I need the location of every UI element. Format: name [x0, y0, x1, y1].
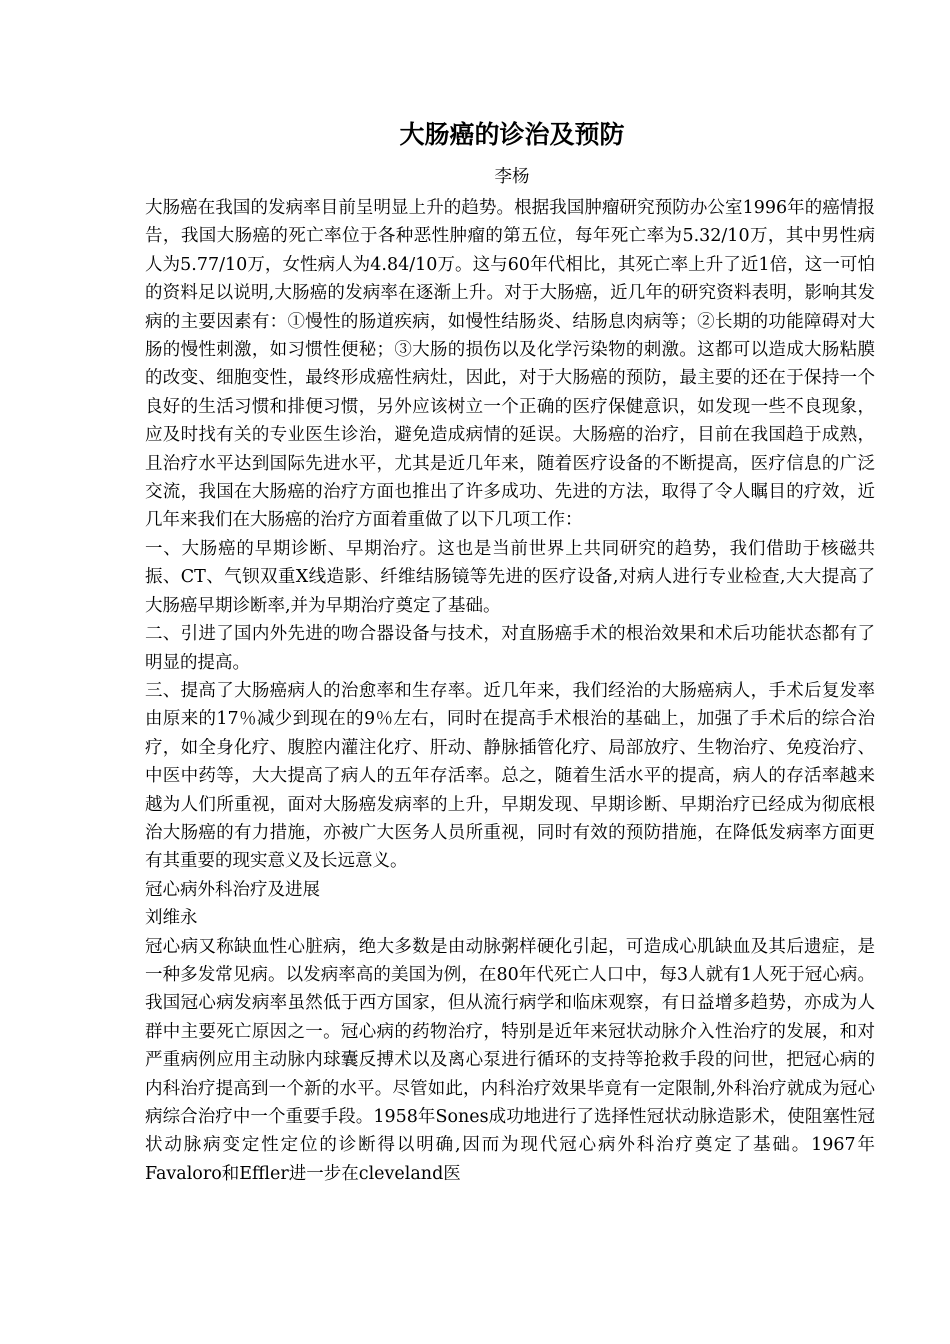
- second-article-paragraph: 冠心病又称缺血性心脏病，绝大多数是由动脉粥样硬化引起，可造成心肌缺血及其后遗症，是一种多发常见病。以发病率高的美国为例，在80年代死亡人口中，每3人就有1人死于冠心病。我国冠心病发病率虽然低于西方国家，但从流行病学和临床观察，有日益增多趋势，亦成为人群中主要死亡原因之一。冠心病的药物治疗，特别是近年来冠状动脉介入性治疗的发展，和对严重病例应用主动脉内球囊反搏术以及离心泵进行循环的支持等抢救手段的问世，把冠心病的内科治疗提高到一个新的水平。尽管如此，内科治疗效果毕竟有一定限制,外科治疗就成为冠心病综合治疗中一个重要手段。1958年Sones成功地进行了选择性冠状动脉造影术，使阻塞性冠状动脉病变定性定位的诊断得以明确,因而为现代冠心病外科治疗奠定了基础。1967年Favaloro和Effler进一步在cleveland医: [145, 936, 875, 1184]
- body-paragraph-intro: 大肠癌在我国的发病率目前呈明显上升的趋势。根据我国肿瘤研究预防办公室1996年的癌情报告，我国大肠癌的死亡率位于各种恶性肿瘤的第五位，每年死亡率为5.32/10万，其中男性病人为5.77/10万，女性病人为4.84/10万。这与60年代相比，其死亡率上升了近1倍，这一可怕的资料足以说明,大肠癌的发病率在逐渐上升。对于大肠癌，近几年的研究资料表明，影响其发病的主要因素有：①慢性的肠道疾病，如慢性结肠炎、结肠息肉病等；②长期的功能障碍对大肠的慢性刺激，如习惯性便秘；③大肠的损伤以及化学污染物的刺激。这都可以造成大肠粘膜的改变、细胞变性，最终形成癌性病灶，因此，对于大肠癌的预防，最主要的还在于保持一个良好的生活习惯和排便习惯，另外应该树立一个正确的医疗保健意识，如发现一些不良现象，应及时找有关的专业医生诊治，避免造成病情的延误。大肠癌的治疗，目前在我国趋于成熟，且治疗水平达到国际先进水平，尤其是近几年来，随着医疗设备的不断提高，医疗信息的广泛交流，我国在大肠癌的治疗方面也推出了许多成功、先进的方法，取得了令人瞩目的疗效，近几年来我们在大肠癌的治疗方面着重做了以下几项工作：: [145, 198, 875, 531]
- second-article-title: 冠心病外科治疗及进展: [145, 879, 320, 900]
- article-author: 李杨: [494, 167, 530, 187]
- second-article-author: 刘维永: [145, 908, 198, 929]
- body-paragraph-item-3: 三、提高了大肠癌病人的治愈率和生存率。近几年来，我们经治的大肠癌病人，手术后复发率由原来的17％减少到现在的9％左右，同时在提高手术根治的基础上，加强了手术后的综合治疗，如全身化疗、腹腔内灌注化疗、肝动、静脉插管化疗、局部放疗、生物治疗、免疫治疗、中医中药等，大大提高了病人的五年存活率。总之，随着生活水平的提高，病人的存活率越来越为人们所重视，面对大肠癌发病率的上升，早期发现、早期诊断、早期治疗已经成为彻底根治大肠癌的有力措施，亦被广大医务人员所重视，同时有效的预防措施，在降低发病率方面更有其重要的现实意义及长远意义。: [145, 680, 875, 872]
- article-title: 大肠癌的诊治及预防: [399, 120, 625, 149]
- body-paragraph-item-2: 二、引进了国内外先进的吻合器设备与技术，对直肠癌手术的根治效果和术后功能状态都有了明显的提高。: [145, 624, 875, 673]
- body-paragraph-item-1: 一、大肠癌的早期诊断、早期治疗。这也是当前世界上共同研究的趋势，我们借助于核磁共振、CT、气钡双重X线造影、纤维结肠镜等先进的医疗设备,对病人进行专业检查,大大提高了大肠癌早期诊断率,并为早期治疗奠定了基础。: [145, 538, 875, 616]
- document-body: [145, 194, 875, 1188]
